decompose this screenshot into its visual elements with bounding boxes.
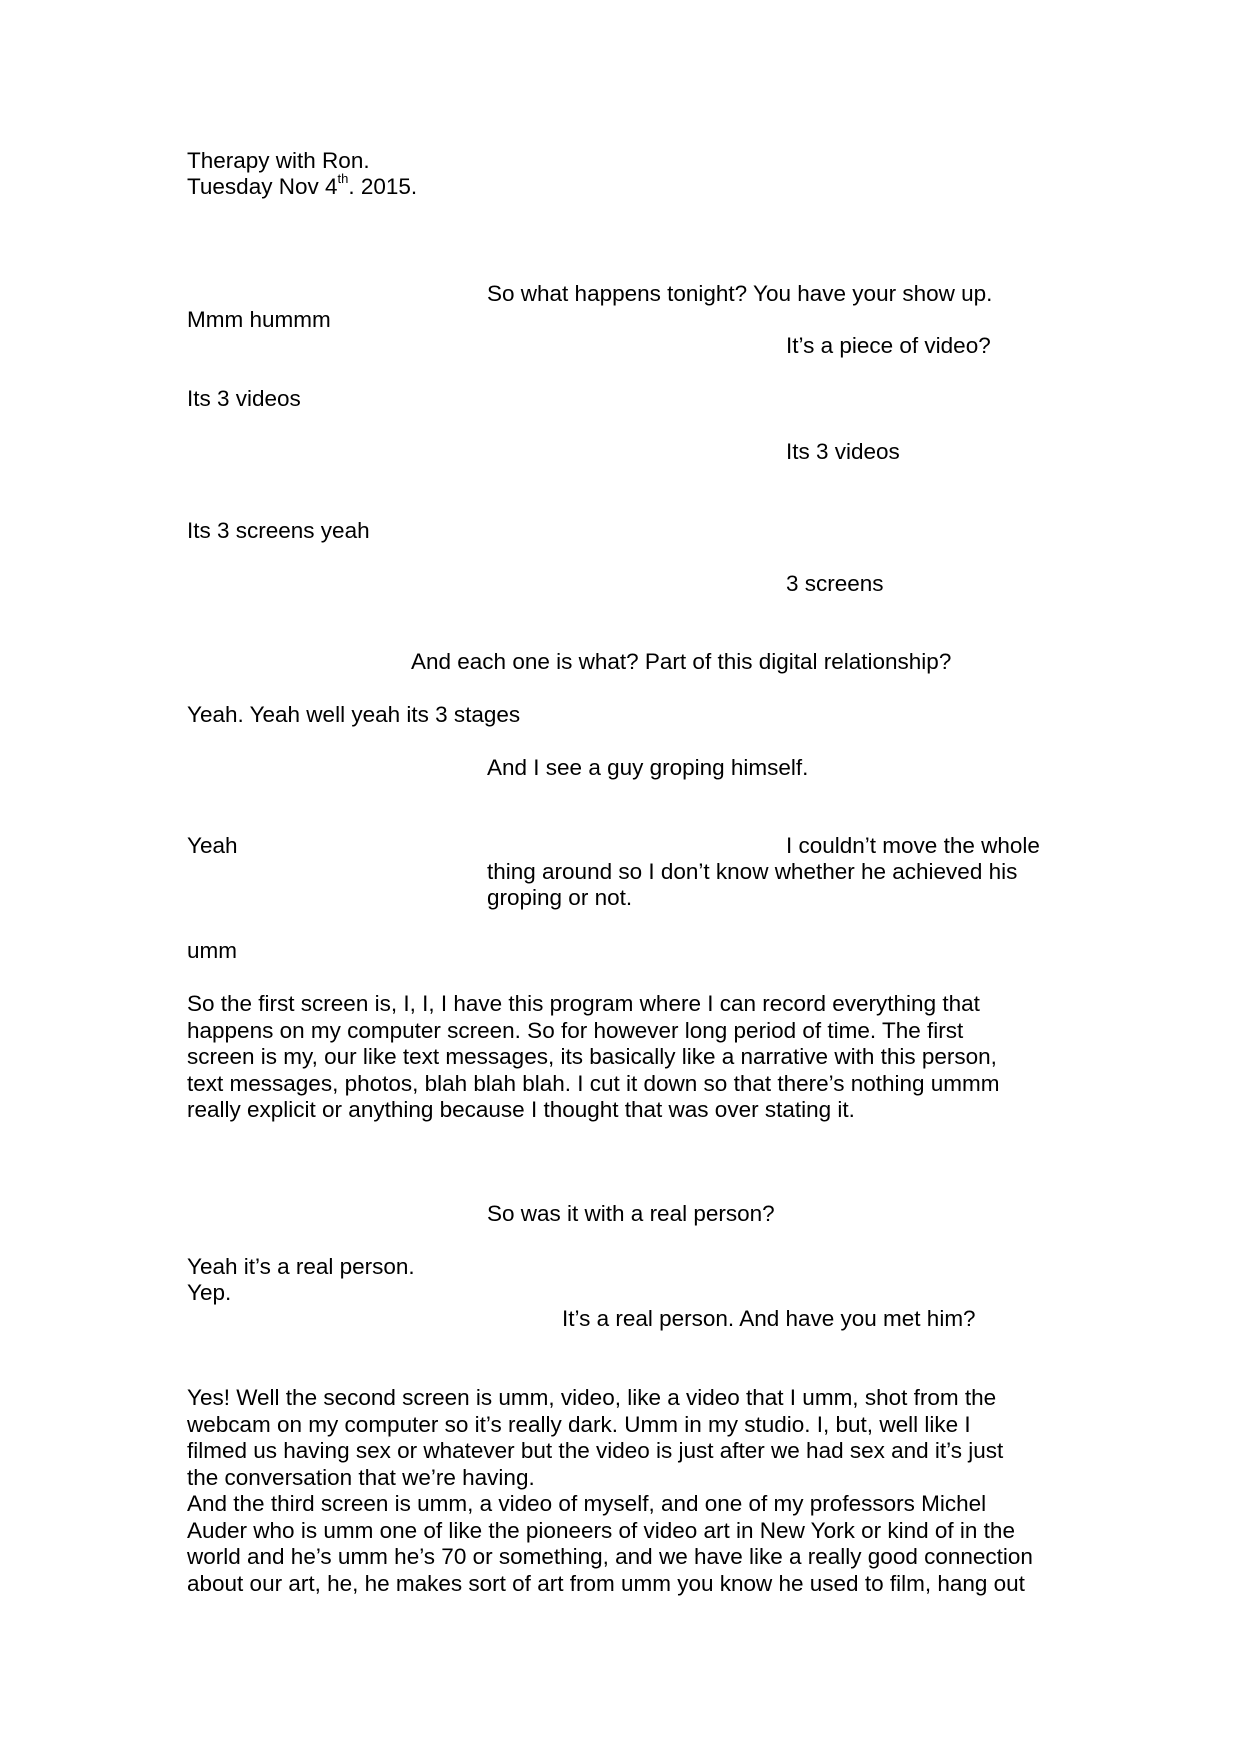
client-line: Its 3 videos — [187, 386, 301, 411]
paragraph-line: really explicit or anything because I thought that was over stating it. — [187, 1097, 855, 1122]
client-line: Yeah — [187, 833, 238, 858]
date-main: Tuesday Nov 4 — [187, 174, 338, 199]
therapist-line: It’s a real person. And have you met him? — [562, 1306, 976, 1331]
client-line: Yeah. Yeah well yeah its 3 stages — [187, 702, 521, 727]
paragraph-line: text messages, photos, blah blah blah. I cut it down so that there’s nothing ummm — [187, 1070, 1000, 1096]
therapist-line: So what happens tonight? You have your show up. — [487, 281, 993, 306]
paragraph-line: the conversation that we’re having. — [187, 1464, 535, 1490]
date-ordinal: th — [337, 170, 349, 186]
therapist-line: Its 3 videos — [786, 439, 900, 464]
therapist-line: 3 screens — [786, 571, 884, 596]
paragraph-line: happens on my computer screen. So for however long period of time. The first — [187, 1017, 964, 1043]
paragraph-line: webcam on my computer so it’s really dark. Umm in my studio. I, but, well like I — [187, 1411, 971, 1437]
paragraph-line: So the first screen is, I, I, I have this program where I can record everything that — [187, 991, 980, 1016]
therapist-line: I couldn’t move the whole — [786, 833, 1040, 858]
paragraph-line: Yes! Well the second screen is umm, video, like a video that I umm, shot from the — [187, 1385, 997, 1410]
client-paragraph — [187, 991, 1000, 1124]
client-line: Yeah it’s a real person. — [187, 1254, 415, 1279]
paragraph-line: about our art, he, he makes sort of art from umm you know he used to film, hang out — [187, 1570, 1025, 1596]
client-line: Yep. — [187, 1280, 232, 1305]
therapist-line: It’s a piece of video? — [786, 333, 991, 358]
paragraph-line: screen is my, our like text messages, its basically like a narrative with this person, — [187, 1044, 997, 1069]
therapist-line: So was it with a real person? — [487, 1201, 775, 1226]
client-line: Mmm hummm — [187, 307, 331, 332]
date-tail: . 2015. — [348, 174, 418, 199]
paragraph-line: And the third screen is umm, a video of myself, and one of my professors Michel — [187, 1491, 987, 1516]
client-line: umm — [187, 938, 237, 963]
paragraph-line: Auder who is umm one of like the pioneers of video art in New York or kind of in the — [187, 1517, 1015, 1543]
client-line: Its 3 screens yeah — [187, 518, 370, 543]
document-title: Therapy with Ron. — [187, 148, 370, 173]
therapist-line: And I see a guy groping himself. — [487, 755, 809, 780]
document-date — [187, 170, 418, 201]
therapist-line: groping or not. — [487, 885, 633, 910]
therapist-line: thing around so I don’t know whether he achieved his — [487, 859, 1018, 884]
therapist-line: And each one is what? Part of this digital relationship? — [411, 649, 952, 674]
client-paragraph — [187, 1385, 1033, 1597]
paragraph-line: filmed us having sex or whatever but the video is just after we had sex and it’s just — [187, 1438, 1004, 1463]
paragraph-line: world and he’s umm he’s 70 or something, and we have like a really good connection — [187, 1544, 1033, 1569]
